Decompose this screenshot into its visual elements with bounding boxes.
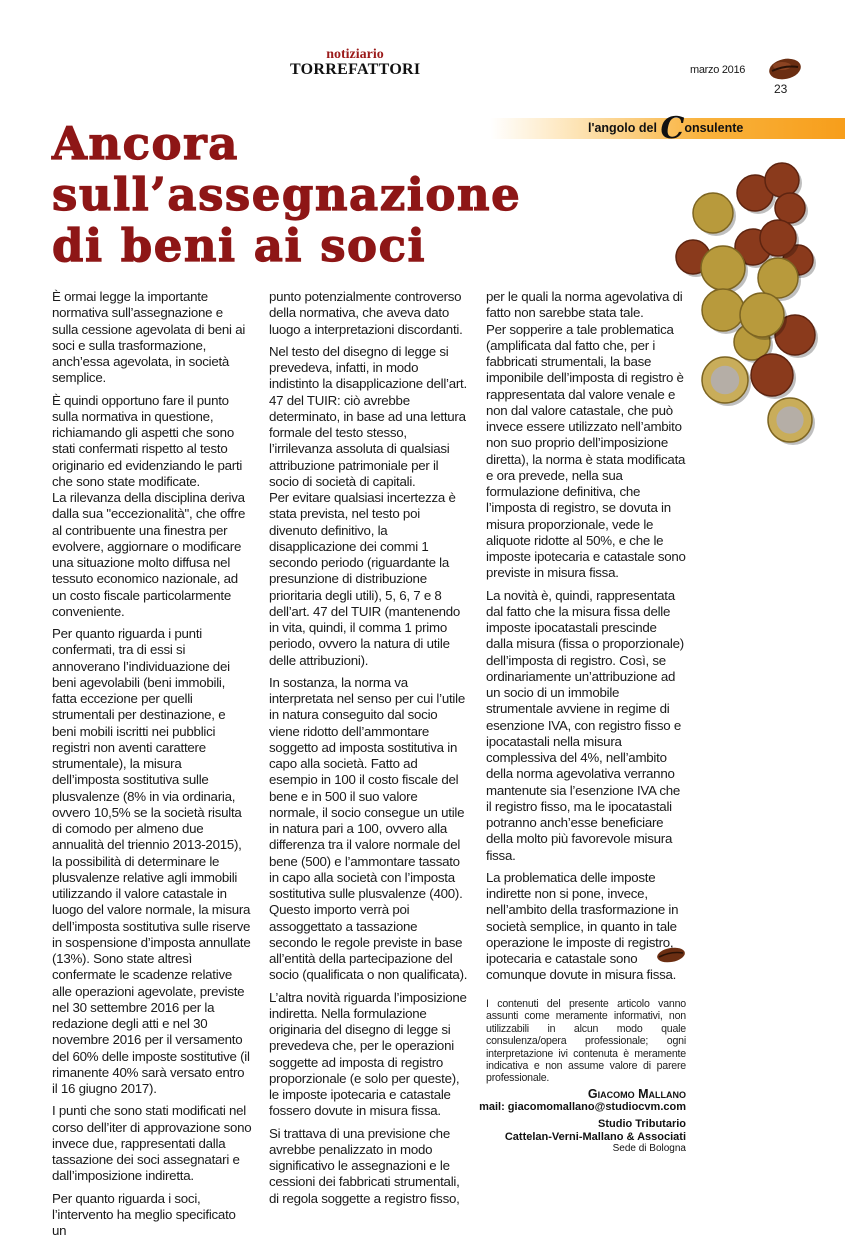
firm-line: Studio Tributario	[598, 1118, 686, 1130]
coin	[702, 357, 751, 406]
paragraph: Si trattava di una previsione che avrebbe penalizzato in modo significativo le assegnazioni e le cessioni dei fabbricati strumentali, di regola soggette a registro fisso,	[269, 1125, 460, 1206]
article-column-3	[486, 289, 686, 990]
title-line: sull’assegnazione	[52, 168, 522, 221]
paragraph: È quindi opportuno fare il punto sulla normativa in questione, richiamando gli aspetti che sono stati confermati rispetto al testo originario ed evidenziando le parti che sono state modificate.	[52, 392, 243, 489]
section-rest: onsulente	[684, 121, 744, 135]
author-name: Giacomo Mallano	[587, 1087, 686, 1101]
section-initial: C	[660, 111, 685, 146]
disclaimer: I contenuti del presente articolo vanno assunti come meramente informativi, non utilizzabili in alcun modo quale consulenza/opera professionale; ogni interpretazione ivi contenuta è meramente indicativa e non assume valore di parere professionale.	[486, 998, 686, 1085]
section-prefix: l'angolo del	[588, 121, 657, 135]
coin	[768, 398, 815, 445]
firm-line: Cattelan-Verni-Mallano & Associati	[504, 1130, 686, 1143]
author-signature	[430, 1088, 686, 1156]
coins-image	[670, 150, 855, 450]
paragraph: È ormai legge la importante normativa sull’assegnazione e sulla cessione agevolata di beni ai soci e sulla trasformazione, anch’essa agevolata, in società semplice.	[52, 289, 246, 386]
article-title	[52, 118, 521, 271]
masthead-bottom: TORREFATTORI	[290, 61, 421, 78]
masthead	[290, 48, 420, 78]
article-column-1	[52, 289, 252, 1245]
section-banner	[490, 111, 845, 146]
paragraph: punto potenzialmente controverso della normativa, che aveva dato luogo a interpretazioni discordanti.	[269, 289, 463, 337]
paragraph: per le quali la norma agevolativa di fatto non sarebbe stata tale.	[486, 289, 683, 321]
coin	[751, 354, 796, 399]
firm-office: Sede di Bologna	[612, 1143, 686, 1154]
paragraph: Per quanto riguarda i soci, l’intervento ha meglio specificato un	[52, 1190, 236, 1238]
coffee-bean-icon	[768, 57, 802, 81]
paragraph: I punti che sono stati modificati nel corso dell’iter di approvazione sono invece due, rappresentati dalla tassazione dei soci assegnatari e dall’imposizione indiretta.	[52, 1103, 252, 1184]
section-label	[588, 111, 744, 146]
paragraph: Per sopperire a tale problematica (amplificata dal fatto che, per i fabbricati strumentali, la base imponibile dell’imposta di registro è rappresentata dal valore venale e non dal valore catastale, che può invece essere utilizzato nell’ambito non suo proprio dell’imposizione diretta), la norma è stata modificata e ora prevede, nella sua formulazione definitiva, che l’imposta di registro, se dovuta in misura proporzionale, vede le aliquote ridotte al 50%, e che le imposte ipotecaria e catastale sono previste in misura fissa.	[486, 321, 686, 581]
title-line: di beni ai soci	[52, 219, 427, 272]
paragraph: L’altra novità riguarda l’imposizione indiretta. Nella formulazione originaria del disegno di legge si prevedeva che, per le operazioni soggette ad imposta di registro proporzionale (e solo per queste), le imposte ipotecaria e catastale fossero dovute in misura fissa.	[269, 989, 467, 1119]
paragraph: Nel testo del disegno di legge si prevedeva, infatti, in modo indistinto la disapplicazione dell’art. 47 del TUIR: ciò avrebbe determinato, in base ad una lettura formale del testo stesso, l’irrilevanza assoluta di qualsiasi attribuzione patrimoniale per il socio di società di capitali.	[269, 343, 467, 489]
paragraph: In sostanza, la norma va interpretata nel senso per cui l’utile in natura conseguito dal socio viene ridotto dell’ammontare soggetto ad imposta sostitutiva in capo alla società. Fatto ad esempio in 100 il costo fiscale del bene e in 500 il suo valore normale, il socio consegue un utile in natura pari a 100, ovvero alla differenza tra il valore normale del bene (500) e l’ammontare tassato in capo alla società con l’imposta sostitutiva sulle plusvalenze (400). Questo importo verrà poi assoggettato a tassazione secondo le regole previste in base all’entità della partecipazione del socio (qualificata o non qualificata).	[269, 674, 468, 983]
paragraph: Per quanto riguarda i punti confermati, tra di essi si annoverano l’individuazione dei beni agevolabili (beni immobili, fatta eccezione per quelli strumentali per destinazione, e beni mobili iscritti nei pubblici registri non aventi carattere strumentale), la misura dell’imposta sostitutiva sulle plusvalenze (8% in via ordinaria, ovvero 10,5% se la società risulta di comodo per almeno due annualità del triennio 2013-2015), la possibilità di determinare le plusvalenze relative agli immobili utilizzando il valore catastale in luogo del valore normale, la misura dell’imposta sostitutiva sulle riserve in sospensione d’imposta annullate (13%). Sono state altresì confermate le scadenze relative alle operazioni agevolate, previste nel 30 settembre 2016 per la redazione degli atti e nel 30 novembre 2016 per il versamento del 60% delle imposte sostitutive (il rimanente 40% sarà versato entro il 16 giugno 2017).	[52, 626, 251, 1096]
author-email[interactable]: mail: giacomomallano@studiocvm.com	[479, 1100, 686, 1113]
masthead-top: notiziario	[326, 47, 384, 62]
paragraph: La problematica delle imposte indirette non si pone, invece, nell’ambito della trasformazione in società semplice, in quanto in tale operazione le imposte di registro, ipotecaria e catastale sono comunque dovute in misura fissa.	[486, 869, 679, 983]
paragraph: La rilevanza della disciplina deriva dalla sua "eccezionalità", che offre al contribuente una finestra per evolvere, aggiornare o modificare una situazione molto diffusa nel tessuto economico nazionale, ad un costo fiscale particolarmente conveniente.	[52, 490, 246, 619]
paragraph: Per evitare qualsiasi incertezza è stata prevista, nel testo poi divenuto definitivo, la disapplicazione dei commi 1 secondo periodo (riguardante la presunzione di distribuzione prioritaria degli utili), 5, 6, 7 e 8 dell’art. 47 del TUIR (mantenendo in vita, quindi, il comma 1 primo periodo, ovvero la natura di utile delle attribuzioni).	[269, 490, 461, 668]
page-number: 23	[774, 82, 788, 96]
paragraph: La novità è, quindi, rappresentata dal fatto che la misura fissa delle imposte ipocatastali prescinde dalla misura (fissa o proporzionale) dell’imposta di registro. Così, se ordinariamente un’attribuzione ad un socio di un immobile strumentale avviene in regime di esenzione IVA, con registro fisso e ipocatastali nella misura complessiva del 4%, nell’ambito della norma agevolativa verranno mantenute sia l’esenzione IVA che il registro fisso, ma le ipocatastali potranno anch’esse beneficiare della molto più favorevole misura fissa.	[486, 587, 684, 863]
title-line: Ancora	[52, 117, 239, 170]
issue-date: marzo 2016	[690, 64, 746, 76]
coffee-bean-icon	[656, 946, 686, 964]
article-column-2	[269, 289, 469, 1213]
coin	[693, 193, 736, 236]
